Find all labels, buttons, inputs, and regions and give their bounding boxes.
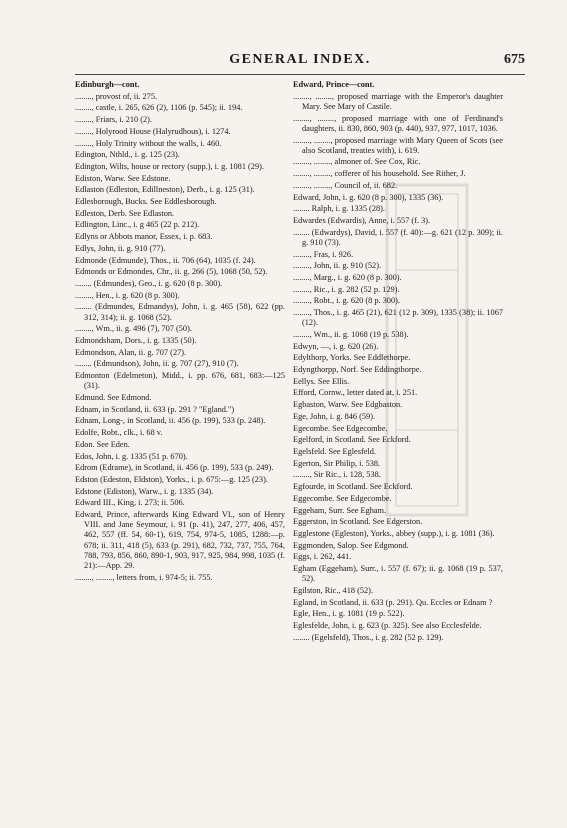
index-entry: ........, provost of, ii. 275. xyxy=(75,91,158,101)
index-entry: Eglesfelde, John, i. g. 623 (p. 325). See also Ecclesfelde. xyxy=(293,621,482,631)
index-entry: Egham (Eggeham), Surr., i. 557 (f. 67); ii. g. 1068 (19 p. 537, 52). xyxy=(293,564,503,584)
index-entry: Egelsfeld. See Eglesfeld. xyxy=(293,447,376,456)
index-entry: ........, Ric., i. g. 282 (52 p. 129). xyxy=(293,284,400,294)
running-head: GENERAL INDEX. xyxy=(229,52,371,67)
index-entry: ........, John, ii. g. 910 (52). xyxy=(293,261,382,271)
index-entry: ........, ........, proposed marriage with the Emperor's daughter Mary. See Mary of Castile. xyxy=(293,91,503,111)
index-entry: Egbaston, Warw. See Edgbaston. xyxy=(293,400,403,410)
index-entry: Edlesborough, Bucks. See Eddlesborough. xyxy=(75,197,217,207)
index-entry: Edmonds or Edmondes, Chr., ii. g. 266 (5), 1068 (50, 52). xyxy=(75,267,268,277)
index-entry: Egilston, Ric., 418 (52). xyxy=(293,585,373,595)
index-entry: Edmondson, Alan, ii. g. 707 (27). xyxy=(75,347,187,357)
index-entry: Edwardes (Edwardis), Anne, i. 557 (f. 3). xyxy=(293,215,431,225)
page-number: 675 xyxy=(504,52,525,67)
index-entry: Edward III., King, i. 273; ii. 506. xyxy=(75,498,185,508)
index-entry: Edlington, Linc., i. g 465 (22 p. 212). xyxy=(75,220,200,230)
index-entry: Egecombe. See Edgecombe. xyxy=(293,423,388,433)
index-entry: Edrom (Edrame), in Scotland, ii. 456 (p. 199), 533 (p. 249). xyxy=(75,463,274,473)
index-entry: Edinburgh—cont. xyxy=(75,80,140,89)
index-entry: Edward, Prince, afterwards King Edward VI., son of Henry VIII. and Jane Seymour, i. 91 (p. 41), 247, 277, 406, 457, 462, 557 (ff. 54, 60-1), 619, 754, 974-5, 1085, 1288:—p. 678; ii. 311, 418 (5), 633 (p. 291), 682, 732, 737, 755, 764, 788, 793, 856, 860, 890-1, 903, 917, 925, 984, 998, 1035 (f. 21):—App. 29. xyxy=(75,510,285,571)
index-entry: Edington, Wilts, house or rectory (supp.), i. g. 1081 (29). xyxy=(75,161,264,171)
index-entry: ........, Friars, i. 210 (2). xyxy=(75,115,152,125)
index-entry: Eggerston, in Scotland. See Edgerston. xyxy=(293,517,423,527)
index-entry: ........, Wm., ii. g. 496 (7), 707 (50). xyxy=(75,324,192,334)
index-entry: Edward, John, i. g. 620 (8 p. 300), 1335 (36). xyxy=(293,192,444,202)
index-entry: ........ (Edmundes), Geo., i. g. 620 (8 p. 300). xyxy=(75,278,223,288)
index-entry: Edstone (Ediston), Warw., i. g. 1335 (34). xyxy=(75,486,214,496)
index-entry: ........, Robt., i. g. 620 (8 p. 300). xyxy=(293,296,400,306)
index-entry: ........, Holy Trinity without the walls, i. 460. xyxy=(75,138,222,148)
index-entry: Edington, Nthld., i. g. 125 (23). xyxy=(75,150,180,160)
index-entry: ........, ........, letters from, i. 974-5; ii. 755. xyxy=(75,572,213,582)
index-entry: ........ Ralph, i. g. 1335 (28). xyxy=(293,204,385,214)
index-entry: Egelford, in Scotland. See Eckford. xyxy=(293,435,411,445)
index-entry: Edolfe, Robt., clk., i. 68 v. xyxy=(75,428,163,438)
index-entry: ........, Sir Ric., i. 128, 538. xyxy=(293,470,381,480)
index-entry: Edston (Edeston, Eldston), Yorks., i. p. 675:—g. 125 (23). xyxy=(75,474,268,484)
index-entry: ........, ........, almoner of. See Cox, Ric. xyxy=(293,157,421,167)
index-entry: ........, castle, i. 265, 626 (2), 1106 (p. 545); ii. 194. xyxy=(75,103,243,113)
index-entry: ........, Holyrood House (Halyrudhous), i. 1274. xyxy=(75,126,231,136)
index-entry: Edward, Prince—cont. xyxy=(293,80,375,89)
index-entry: ........, ........, proposed marriage with one of Ferdinand's daughters, ii. 830, 860, 903 (p. 440), 937, 977, 1017, 1036. xyxy=(293,113,503,133)
index-entry: Edlaston (Edleston, Edillneston), Derb., i. g. 125 (31). xyxy=(75,185,255,195)
index-entry: Edlyns or Abbots manor, Essex, i. p. 683. xyxy=(75,232,213,242)
index-entry: Edylthorp, Yorks. See Eddlethorpe. xyxy=(293,353,411,363)
index-entry: ........, ........, cofferer of his household. See Rither, J. xyxy=(293,169,466,179)
index-entry: Edmonton (Edelmeton), Midd., i. pp. 676, 681, 683:—125 (31). xyxy=(75,371,285,391)
index-entry: Egle, Hen., i. g. 1081 (19 p. 522). xyxy=(293,609,405,619)
index-entry: Ednam, in Scotland, ii. 633 (p. 291 ? "Egland.") xyxy=(75,404,235,414)
index-entry: Eggeham, Surr. See Egham. xyxy=(293,505,387,515)
left-column xyxy=(75,80,285,584)
index-entry: ........, Hen., i. g. 620 (8 p. 300). xyxy=(75,290,180,300)
index-entry: ........, Wm., ii. g. 1068 (19 p. 538). xyxy=(293,329,409,339)
index-entry: Egfourde, in Scotland. See Eckford. xyxy=(293,482,413,492)
index-entry: Edon. See Eden. xyxy=(75,439,130,449)
index-entry: ........, ........, proposed marriage with Mary Queen of Scots (see also Scotland, treaties with), i. 619. xyxy=(293,135,503,155)
header-rule xyxy=(75,74,525,75)
index-entry: ........, ........, Council of, ii. 682. xyxy=(293,180,398,190)
index-entry: ........ (Egelsfeld), Thos., i. g. 282 (52 p. 129). xyxy=(293,632,444,642)
index-entry: ........, Thos., i. g. 465 (21), 621 (12 p. 309), 1335 (38); ii. 1067 (12). xyxy=(293,308,503,328)
index-entry: Edmondsham, Dors., i. g. 1335 (50). xyxy=(75,335,197,345)
index-entry: Edmund. See Edmond. xyxy=(75,392,152,402)
index-entry: Edyngthorpp, Norf. See Eddingthorpe. xyxy=(293,365,422,375)
index-entry: Edmonde (Edmunde), Thos., ii. 706 (64), 1035 (f. 24). xyxy=(75,255,256,265)
index-entry: Edwyn, —, i. g. 620 (26). xyxy=(293,341,379,351)
index-entry: Ednam, Long-, in Scotland, ii. 456 (p. 199), 533 (p. 248). xyxy=(75,416,266,426)
index-entry: Eellys. See Ellis. xyxy=(293,376,350,386)
index-entry: Eggecombe. See Edgecombe. xyxy=(293,493,392,503)
index-entry: ........ (Edmundes, Edmandys), John, i. g. 465 (58), 622 (pp. 312, 314); ii. g. 1068 (52). xyxy=(75,302,285,322)
index-entry: Egland, in Scotland, ii. 633 (p. 291). Qu. Eccles or Ednam ? xyxy=(293,597,493,607)
index-entry: Egglestone (Egleston), Yorks., abbey (supp.), i. g. 1081 (36). xyxy=(293,528,495,538)
index-entry: Ediston, Warw. See Edstone. xyxy=(75,173,171,183)
index-entry: Efford, Cornw., letter dated at, i. 251. xyxy=(293,388,418,398)
index-entry: ........ (Edmundson), John, ii. g. 707 (27), 910 (7). xyxy=(75,359,239,369)
index-entry: ........, Fras, i. 926. xyxy=(293,249,354,259)
right-column xyxy=(293,80,503,644)
page-header xyxy=(75,52,525,74)
index-entry: Edleston, Derb. See Edlaston. xyxy=(75,208,175,218)
index-entry: ........, Marg., i. g. 620 (8 p. 300). xyxy=(293,272,402,282)
index-entry: ........ (Edwardys), David, i. 557 (f. 40):—g. 621 (12 p. 309); ii. g. 910 (73). xyxy=(293,227,503,247)
index-entry: Ege, John, i. g. 846 (59). xyxy=(293,411,376,421)
index-entry: Eggmonden, Salop. See Edgmond. xyxy=(293,540,409,550)
index-entry: Edlys, John, ii. g. 910 (77). xyxy=(75,243,166,253)
index-entry: Eggs, i. 262, 441. xyxy=(293,552,352,562)
index-entry: Egerton, Sir Philip, i. 538. xyxy=(293,458,381,468)
index-entry: Edos, John, i. g. 1335 (51 p. 670). xyxy=(75,451,188,461)
